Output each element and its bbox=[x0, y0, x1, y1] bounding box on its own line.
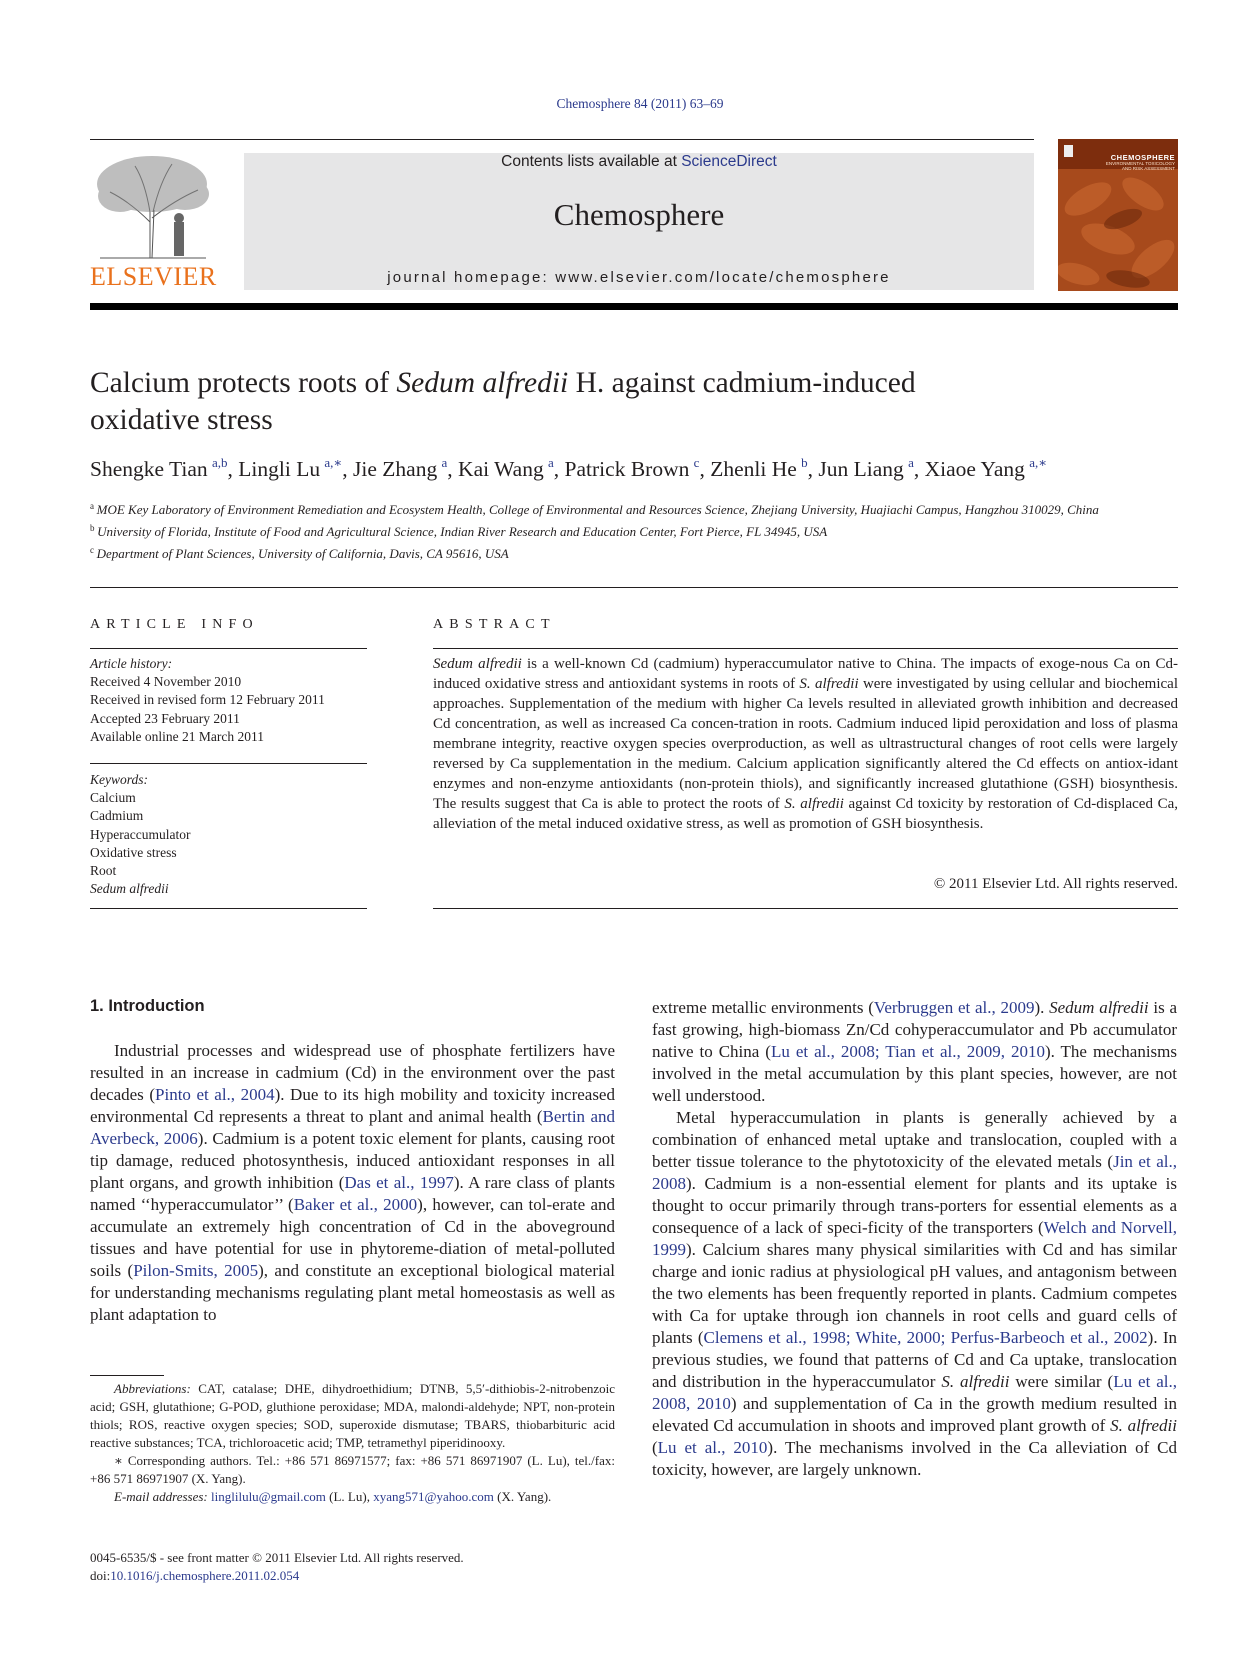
intro-paragraph bbox=[90, 1040, 615, 1326]
doi-link[interactable]: 10.1016/j.chemosphere.2011.02.054 bbox=[110, 1568, 300, 1583]
introduction-heading: 1. Introduction bbox=[90, 997, 205, 1015]
affiliation-c: $^c$ Department of Plant Sciences, University of California, Davis, CA 95616, USA bbox=[90, 545, 509, 561]
contents-prefix: Contents lists available at bbox=[501, 153, 682, 170]
author: Jie Zhang $^a$, bbox=[353, 455, 459, 481]
author: Lingli Lu $^{a,∗}$, bbox=[238, 455, 354, 481]
footnotes bbox=[90, 1380, 615, 1506]
body-text: extreme metallic environments ( bbox=[652, 998, 874, 1017]
header-rule bbox=[90, 139, 1034, 140]
section-rule bbox=[90, 587, 1178, 588]
history-item: Received in revised form 12 February 2011 bbox=[90, 692, 325, 708]
citation-link[interactable]: Pilon-Smits, 2005 bbox=[133, 1261, 259, 1280]
author-affil-mark[interactable]: a bbox=[441, 455, 448, 470]
keywords-label: Keywords: bbox=[90, 772, 148, 787]
journal-homepage[interactable]: journal homepage: www.elsevier.com/locate/chemosphere bbox=[387, 269, 891, 286]
author-list bbox=[90, 455, 1190, 482]
keyword: Root bbox=[90, 863, 117, 879]
author-affil-mark[interactable]: c bbox=[693, 455, 700, 470]
author: Kai Wang $^a$, bbox=[458, 455, 565, 481]
author-affil-mark[interactable]: a,∗ bbox=[324, 455, 343, 470]
author-affil-mark[interactable]: a bbox=[908, 455, 914, 470]
author: Zhenli He $^b$, bbox=[710, 455, 819, 481]
email-link[interactable]: linglilulu@gmail.com bbox=[211, 1489, 326, 1504]
citation-link[interactable]: Bertin and Averbeck, 2006 bbox=[90, 1107, 615, 1148]
title-line2: oxidative stress bbox=[90, 404, 273, 436]
abstract-copyright: © 2011 Elsevier Ltd. All rights reserved. bbox=[933, 876, 1178, 892]
elsevier-logo bbox=[90, 152, 216, 292]
keyword: Calcium bbox=[90, 790, 136, 806]
species-name: S. alfredii bbox=[941, 1372, 1010, 1391]
abbreviations-footnote: Abbreviations: CAT, catalase; DHE, dihydroethidium; DTNB, 5,5′-dithiobis-2-nitrobenzoic acid; GSH, glutathione; G-POD, gluthione peroxidase; MDA, malondi-aldehyde; NPT, non-protein thiols; ROS, reactive oxygen species; SOD, superoxide dismutase; TBARS, thiobarbituric acid reactive substances; TCA, trichloroacetic acid; TMP, tetramethyl piperidinooxy. bbox=[90, 1381, 615, 1450]
article-title bbox=[90, 365, 1090, 439]
history-item: Received 4 November 2010 bbox=[90, 674, 242, 690]
intro-paragraph bbox=[652, 1107, 1177, 1481]
article-info-rule bbox=[90, 648, 367, 649]
affiliation-b: $^b$ University of Florida, Institute of Food and Agricultural Science, Indian River Research and Education Center, Fort Pierce, FL 34945, USA bbox=[90, 523, 828, 539]
contents-line bbox=[244, 153, 1034, 171]
author: Shengke Tian $^{a,b}$, bbox=[90, 455, 239, 481]
abstract-rule bbox=[433, 648, 1178, 649]
history-item: Accepted 23 February 2011 bbox=[90, 710, 240, 726]
body-text: ). A rare class of plants named ‘‘hyperaccumulator’’ ( bbox=[90, 1173, 615, 1214]
citation-link[interactable]: Lu et al., 2010 bbox=[657, 1438, 768, 1457]
body-text: is a fast growing, high-biomass Zn/Cd cohyperaccumulator and Pb accumulator native to China ( bbox=[652, 998, 1177, 1061]
title-part1: Calcium protects roots of bbox=[90, 367, 397, 399]
keyword: Cadmium bbox=[90, 808, 144, 824]
abstract-heading: ABSTRACT bbox=[433, 617, 556, 632]
history-label: Article history: bbox=[90, 656, 173, 671]
body-text: Industrial processes and widespread use of phosphate fertilizers have resulted in an increase in cadmium (Cd) in the environment over the past decades ( bbox=[90, 1041, 615, 1104]
author: Xiaoe Yang $^{a,∗}$ bbox=[924, 455, 1048, 481]
body-text: ). In previous studies, we found that patterns of Cd and Ca uptake, translocation and distribution in the hyperaccumulator bbox=[652, 1328, 1177, 1391]
body-text: Metal hyperaccumulation in plants is generally achieved by a combination of enhanced metal uptake and translocation, coupled with a better tissue tolerance to the phytotoxicity of the elevated metals ( bbox=[652, 1108, 1177, 1171]
body-text: were similar ( bbox=[1009, 1372, 1114, 1391]
journal-citation[interactable]: Chemosphere 84 (2011) 63–69 bbox=[556, 96, 724, 111]
article-info-rule bbox=[90, 908, 367, 909]
author-affil-mark[interactable]: a,b bbox=[212, 455, 228, 470]
cover-badge bbox=[1064, 145, 1073, 157]
affiliations bbox=[90, 497, 1180, 563]
keywords bbox=[90, 771, 367, 898]
body-column-right bbox=[652, 997, 1177, 1481]
header-thick-rule bbox=[90, 303, 1178, 310]
issn-line: 0045-6535/$ - see front matter © 2011 Elsevier Ltd. All rights reserved. bbox=[90, 1550, 464, 1565]
citation-link[interactable]: Baker et al., 2000 bbox=[293, 1195, 418, 1214]
email-link[interactable]: xyang571@yahoo.com bbox=[373, 1489, 494, 1504]
affiliation-a: $^a$ MOE Key Laboratory of Environment Remediation and Ecosystem Health, College of Environmental and Resources Science, Zhejiang University, Huajiachi Campus, Hangzhou 310029, China bbox=[90, 501, 1099, 517]
body-text: ). Due to its high mobility and toxicity increased environmental Cd represents a threat to plant and animal health ( bbox=[90, 1085, 615, 1126]
citation-link[interactable]: Jin et al., 2008 bbox=[652, 1152, 1177, 1193]
body-text: ), and constitute an exceptional biological material for understanding mechanisms regulating plant metal homeostasis as well as plant adaptation to bbox=[90, 1261, 615, 1324]
history-item: Available online 21 March 2011 bbox=[90, 728, 264, 744]
keyword: Sedum alfredii bbox=[90, 881, 169, 897]
cover-title: CHEMOSPHERE bbox=[1110, 153, 1175, 162]
abstract-text: Sedum alfredii is a well-known Cd (cadmium) hyperaccumulator native to China. The impacts of exoge-nous Ca on Cd-induced oxidative stress and antioxidant systems in roots of S. alfredii were investigated by using cellular and biochemical approaches. Supplementation of the medium with higher Ca levels resulted in alleviated growth inhibition and decreased Cd concentration, as well as increased Ca concen-tration in roots. Cadmium induced lipid peroxidation and loss of plasma membrane integrity, reactive oxygen species overproduction, as well as ultrastructural changes of root cells were largely reversed by Ca supplementation in the medium. Calcium application significantly altered the Cd effects on antiox-idant enzymes and non-enzyme antioxidants (non-protein thiols), and significantly increased glutathione (GSH) biosynthesis. The results suggest that Ca is able to protect the roots of S. alfredii against Cd toxicity by restoration of Cd-displaced Ca, alleviation of the metal induced oxidative stress, as well as promotion of GSH biosynthesis. bbox=[433, 656, 1178, 832]
doi-line: doi:10.1016/j.chemosphere.2011.02.054 bbox=[90, 1568, 300, 1583]
citation-link[interactable]: Pinto et al., 2004 bbox=[155, 1085, 275, 1104]
body-text: ( bbox=[652, 1438, 658, 1457]
author-affil-mark[interactable]: b bbox=[801, 455, 808, 470]
article-info-rule bbox=[90, 763, 367, 764]
title-species: Sedum alfredii bbox=[396, 367, 569, 399]
email-footnote: E-mail addresses: linglilulu@gmail.com (L. Lu), xyang571@yahoo.com (X. Yang). bbox=[114, 1489, 552, 1504]
corresponding-footnote: ∗ Corresponding authors. Tel.: +86 571 86971577; fax: +86 571 86971907 (L. Lu), tel./fax: +86 571 86971907 (X. Yang). bbox=[90, 1453, 615, 1486]
species-name: Sedum alfredii bbox=[1049, 998, 1149, 1017]
citation-link[interactable]: Lu et al., 2008, 2010 bbox=[652, 1372, 1178, 1413]
citation-link[interactable]: Welch and Norvell, 1999 bbox=[652, 1218, 1177, 1259]
author: Jun Liang $^a$, bbox=[818, 455, 925, 481]
body-text: ). The mechanisms involved in the metal accumulation by this plant species, however, are not well understood. bbox=[652, 1042, 1177, 1105]
journal-name: Chemosphere bbox=[553, 197, 725, 232]
body-text: ). Cadmium is a non-essential element for plants and its uptake is thought to occur primarily through trans-porters for essential elements as a consequence of a lack of speci-ficity of the transporters ( bbox=[652, 1174, 1177, 1237]
body-text: ). Calcium shares many physical similarities with Cd and has similar charge and ionic radius at physiological pH values, and antagonism between the two elements has been frequently reported in plants. Cadmium competes with Ca for uptake through ion channels in root cells and guard cells of plants ( bbox=[652, 1240, 1177, 1347]
title-part2: H. against cadmium-induced bbox=[568, 367, 916, 399]
citation-link[interactable]: Verbruggen et al., 2009 bbox=[873, 998, 1035, 1017]
keyword: Oxidative stress bbox=[90, 844, 177, 860]
journal-cover-image bbox=[1058, 139, 1178, 291]
author-affil-mark[interactable]: a,∗ bbox=[1029, 455, 1048, 470]
body-text: ). Cadmium is a potent toxic element for plants, causing root tip damage, reduced photosynthesis, induced antioxidant responses in all plant organs, and growth inhibition ( bbox=[90, 1129, 616, 1192]
body-text: ). bbox=[1034, 998, 1050, 1017]
article-history bbox=[90, 655, 367, 746]
journal-banner bbox=[244, 153, 1034, 290]
body-text: ) and supplementation of Ca in the growth medium resulted in elevated Cd accumulation in shoots and improved plant growth of bbox=[652, 1394, 1178, 1435]
body-text: ), however, can tol-erate and accumulate an extremely high concentration of Cd in the aboveground tissues and have potential for use in phytoreme-diation of metal-polluted soils ( bbox=[90, 1195, 615, 1280]
citation-link[interactable]: Clemens et al., 1998; White, 2000; Perfus-Barbeoch et al., 2002 bbox=[703, 1328, 1148, 1347]
elsevier-tree-icon bbox=[90, 152, 216, 260]
keyword: Hyperaccumulator bbox=[90, 826, 191, 842]
author: Patrick Brown $^c$, bbox=[564, 455, 711, 481]
species-name: S. alfredii bbox=[1110, 1416, 1177, 1435]
sciencedirect-link[interactable]: ScienceDirect bbox=[681, 153, 777, 170]
citation-link[interactable]: Lu et al., 2008; Tian et al., 2009, 2010 bbox=[770, 1042, 1045, 1061]
citation-link[interactable]: Das et al., 1997 bbox=[344, 1173, 454, 1192]
abstract-rule bbox=[433, 908, 1178, 909]
author-affil-mark[interactable]: a bbox=[548, 455, 554, 470]
elsevier-wordmark: ELSEVIER bbox=[90, 262, 217, 291]
body-text: ). The mechanisms involved in the Ca alleviation of Cd toxicity, however, are largely unknown. bbox=[652, 1438, 1177, 1479]
footnote-rule bbox=[90, 1375, 164, 1376]
cover-subtitle: ENVIRONMENTAL TOXICOLOGY AND RISK ASSESSMENT bbox=[1105, 161, 1175, 171]
intro-paragraph-continued bbox=[652, 997, 1177, 1107]
article-info-heading: ARTICLE INFO bbox=[90, 617, 259, 632]
page-footer bbox=[90, 1549, 464, 1585]
